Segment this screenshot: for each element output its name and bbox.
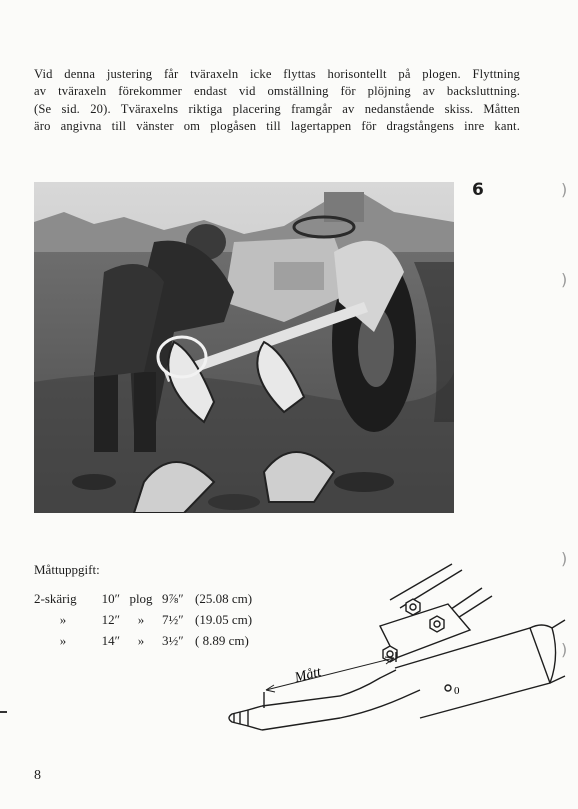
tractor-plough-photo	[34, 182, 454, 513]
body-paragraph	[34, 66, 520, 136]
photo-illustration	[34, 182, 454, 513]
margin-mark: )	[561, 549, 568, 568]
margin-mark: )	[561, 640, 568, 659]
dimension-label: Mått	[293, 664, 323, 686]
part-label: 0	[454, 685, 460, 697]
page-number: 8	[34, 768, 41, 783]
plough-size: 12″	[101, 612, 120, 627]
diagram-drawing	[220, 558, 572, 758]
paragraph-line: (Se sid. 20). Tväraxelns riktiga placering framgår av nedanstående skiss. Måtten	[34, 101, 520, 116]
paragraph-line: äro angivna till vänster om plogåsen till lagertappen för dragstångens inre kant.	[34, 119, 520, 134]
measure-inches: 9⅞″	[162, 591, 184, 606]
plough-word: »	[137, 633, 145, 648]
measure-inches: 3½″	[162, 633, 184, 648]
margin-mark: )	[561, 270, 568, 289]
plough-type: »	[59, 612, 67, 627]
measure-inches: 7½″	[162, 612, 184, 627]
plough-type: »	[59, 633, 67, 648]
plough-size: 14″	[101, 633, 120, 648]
plough-word: plog	[129, 591, 153, 606]
margin-mark: )	[561, 180, 568, 199]
crossshaft-diagram	[220, 558, 572, 758]
edge-mark	[0, 711, 7, 713]
paragraph-line: Vid denna justering får tväraxeln icke flyttas horisontellt på plogen. Flyttning	[34, 67, 520, 81]
measure-cm: (25.08 cm)	[195, 591, 253, 606]
measure-cm: ( 8.89 cm)	[195, 633, 249, 648]
figure-number: 6	[472, 180, 484, 200]
measurements-title: Måttuppgift:	[34, 562, 100, 577]
measure-cm: (19.05 cm)	[195, 612, 253, 627]
paragraph-line: av tväraxeln förekommer endast vid omställning för plöjning av backsluttning.	[34, 84, 520, 99]
plough-size: 10″	[101, 591, 120, 606]
plough-word: »	[137, 612, 145, 627]
plough-type: 2-skärig	[34, 591, 77, 606]
